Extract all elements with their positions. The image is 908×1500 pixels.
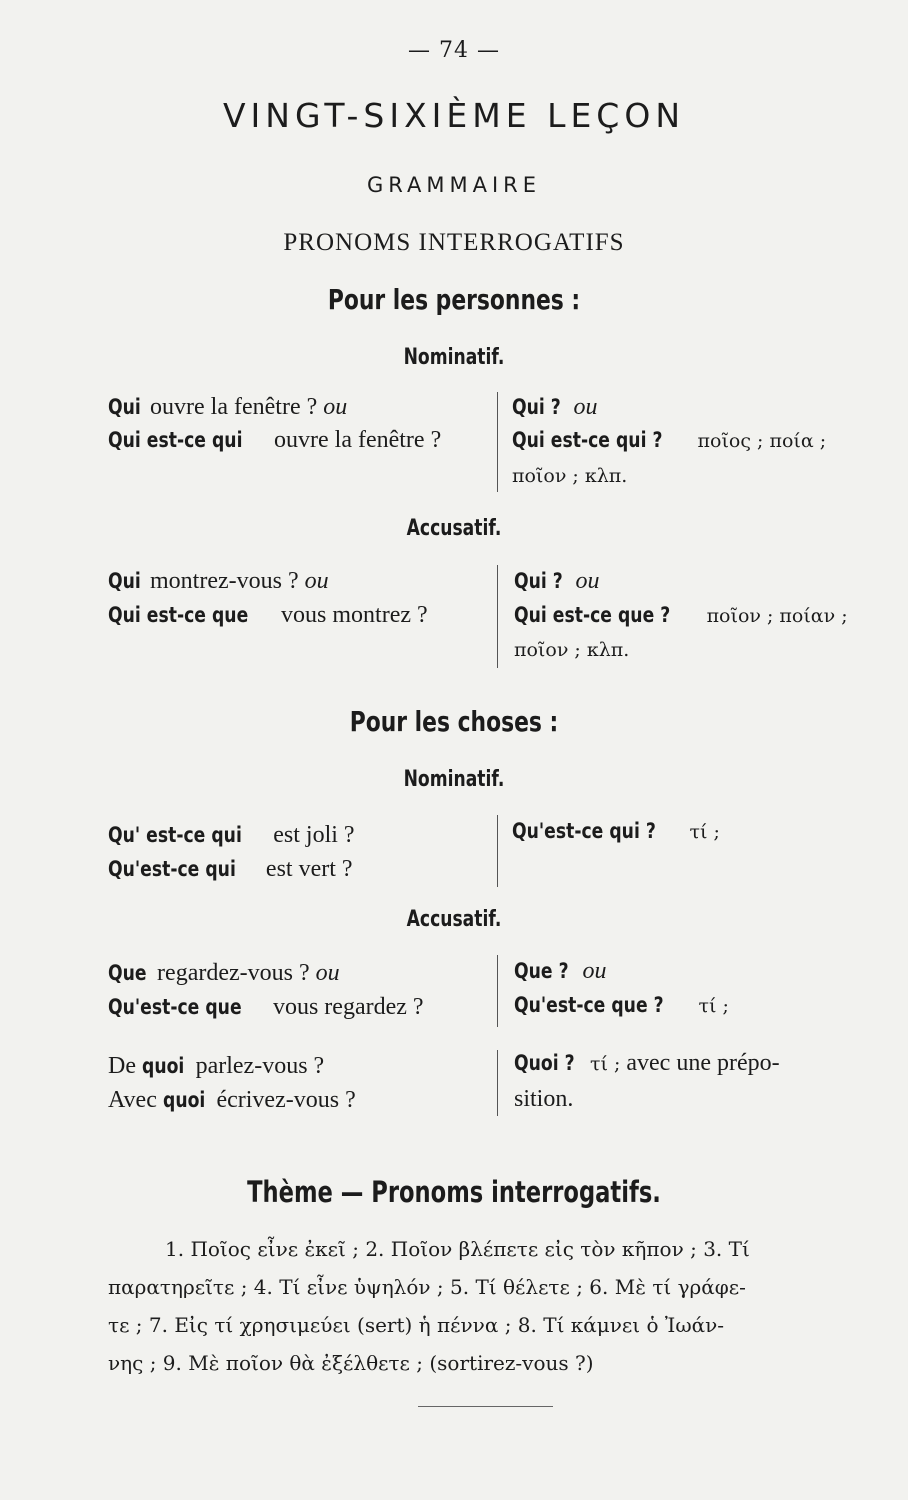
- things-quoi-right-2: sition.: [514, 1086, 574, 1112]
- persons-nominatif-label: Nominatif.: [403, 345, 505, 370]
- things-nom-right-1: Qu'est-ce qui ? τί ;: [512, 819, 720, 843]
- page-number: — 74 —: [408, 38, 500, 63]
- things-quoi-left-1: De quoi parlez-vous ?: [108, 1053, 325, 1079]
- theme-heading: Thème — Pronoms interrogatifs.: [247, 1175, 661, 1209]
- things-nom-left-2: Qu'est-ce qui est vert ?: [108, 856, 353, 882]
- things-acc-left-1: Que regardez-vous ? ou: [108, 960, 340, 986]
- things-quoi-left-2: Avec quoi écrivez-vous ?: [108, 1087, 356, 1113]
- persons-acc-right-3: ποῖον ; κλπ.: [514, 639, 630, 661]
- things-accusatif-label: Accusatif.: [406, 907, 502, 932]
- persons-nom-left-2: Qui est-ce qui ouvre la fenêtre ?: [108, 427, 442, 453]
- theme-line-3: τε ; 7. Εἰς τί χρησιμεύει (sert) ἡ πέννα ; 8. Τί κάμνει ὁ Ἰωάν-: [108, 1313, 725, 1337]
- lesson-title: VINGT-SIXIÈME LEÇON: [222, 96, 686, 135]
- theme-line-2: παρατηρεῖτε ; 4. Τί εἶνε ὑψηλόν ; 5. Τί θέλετε ; 6. Μὲ τί γράφε-: [108, 1275, 746, 1299]
- persons-nom-right-2: Qui est-ce qui ? ποῖος ; ποία ;: [512, 428, 827, 452]
- persons-nom-right-3: ποῖον ; κλπ.: [512, 465, 628, 487]
- persons-nom-right-1: Qui ? ou: [512, 394, 598, 420]
- things-quoi-right-1: Quoi ? τί ; avec une prépo-: [514, 1050, 780, 1076]
- column-divider: [497, 815, 498, 887]
- column-divider: [497, 565, 498, 668]
- things-acc-right-2: Qu'est-ce que ? τί ;: [514, 993, 729, 1017]
- things-nominatif-label: Nominatif.: [403, 767, 505, 792]
- column-divider: [497, 392, 498, 492]
- persons-accusatif-label: Accusatif.: [406, 516, 502, 541]
- persons-nom-left-1: Qui ouvre la fenêtre ? ou: [108, 394, 348, 420]
- column-divider: [497, 1050, 498, 1116]
- end-rule: [418, 1406, 553, 1407]
- theme-line-4: νης ; 9. Μὲ ποῖον θὰ ἐξέλθετε ; (sortirez-vous ?): [108, 1351, 594, 1375]
- persons-acc-left-1: Qui montrez-vous ? ou: [108, 568, 329, 594]
- theme-line-1: 1. Ποῖος εἶνε ἐκεῖ ; 2. Ποῖον βλέπετε εἰς τὸν κῆπον ; 3. Τί: [165, 1237, 750, 1261]
- things-heading: Pour les choses :: [349, 705, 559, 738]
- subsection-title: PRONOMS INTERROGATIFS: [283, 229, 625, 256]
- persons-acc-right-2: Qui est-ce que ? ποῖον ; ποίαν ;: [514, 603, 848, 627]
- things-acc-left-2: Qu'est-ce que vous regardez ?: [108, 994, 424, 1020]
- things-acc-right-1: Que ? ou: [514, 958, 607, 984]
- persons-heading: Pour les personnes :: [327, 283, 581, 316]
- column-divider: [497, 955, 498, 1027]
- things-nom-left-1: Qu' est-ce qui est joli ?: [108, 822, 355, 848]
- section-title: GRAMMAIRE: [366, 173, 542, 197]
- persons-acc-left-2: Qui est-ce que vous montrez ?: [108, 602, 428, 628]
- persons-acc-right-1: Qui ? ou: [514, 568, 600, 594]
